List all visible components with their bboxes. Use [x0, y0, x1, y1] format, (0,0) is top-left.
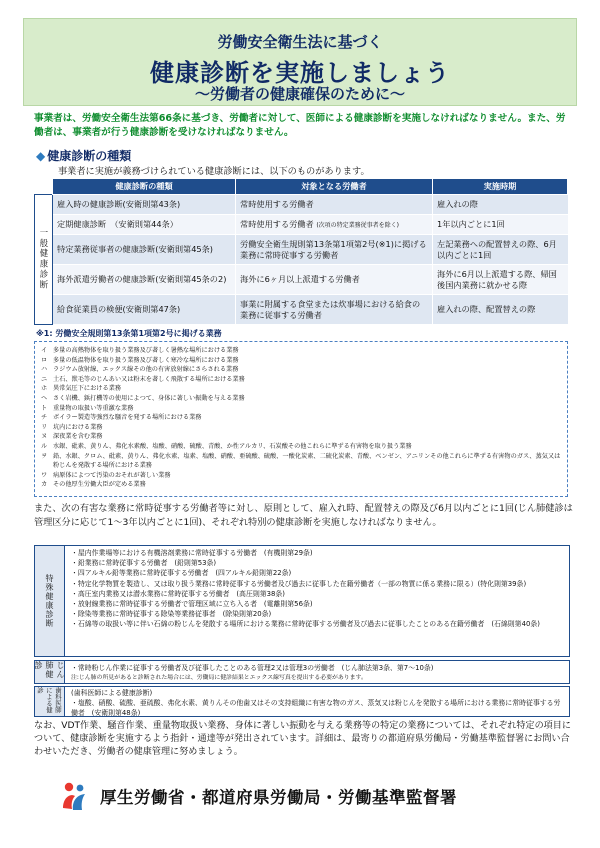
- cell-timing: 雇入れの際: [433, 195, 568, 215]
- cell-target-note: (次項の特定業務従事者を除く): [316, 221, 399, 229]
- list-item: ・常時粉じん作業に従事する労働者及び従事したことのある管理2又は管理3の労働者 (じん肺法第3条、第7〜10条): [71, 664, 434, 672]
- dental-checkup-box: [34, 686, 570, 717]
- pneumoconiosis-note: 注:じん肺の所見があると診断された場合には、労働局に健診結果とエックス線写真を提出する必要があります。: [71, 675, 367, 681]
- table-row: [35, 265, 568, 295]
- cell-type: 定期健康診断 （安衛則第44条）: [53, 215, 236, 235]
- table-header-row: [35, 179, 568, 195]
- list-item: ・屋内作業場等における有機溶剤業務に常時従事する労働者 (有機則第29条): [71, 549, 313, 557]
- table-row: [35, 215, 568, 235]
- section-title: [36, 147, 131, 164]
- list-item: ワ 病原体によつて汚染のおそれが著しい業務: [41, 471, 171, 479]
- dental-checkup-title: (歯科医師による健康診断): [71, 689, 153, 697]
- list-item: ・特定化学物質を製造し、又は取り扱う業務に常時従事する労働者及び過去に従事した在籍労働者（一部の物質に係る業務に限る）(特化則第39条): [71, 579, 527, 588]
- cell-type: 特定業務従事者の健康診断(安衛則第45条): [53, 235, 236, 265]
- list-item: ・石綿等の取扱い等に伴い石綿の粉じんを発散する場所における業務に常時従事する労働者及び過去に従事したことのある在籍労働者 (石綿則第40条): [71, 620, 540, 629]
- note-title: ※1: 労働安全規則第13条第1項第2号に掲げる業務: [36, 329, 222, 338]
- list-item: ・塩酸、硝酸、硫酸、亜硫酸、弗化水素、黄りんその他歯又はその支持組織に有害な物のガス、蒸気又は粉じんを発散する場所における業務に常時従事する労働者 (安衛則第48条): [71, 698, 561, 717]
- hazardous-work-list: [34, 341, 568, 497]
- cell-target: [236, 195, 433, 215]
- intro-text: 事業者は、労働安全衛生法第66条に基づき、労働者に対して、医師による健康診断を実施しなければなりません。また、労働者は、事業者が行う健康診断を受けなければなりません。: [34, 113, 566, 138]
- list-item: チ ボイラー製造等強烈な騒音を発する場所における業務: [41, 414, 202, 422]
- list-item: ・高圧室内業務又は潜水業務に常時従事する労働者 (高圧則第38条): [71, 589, 285, 598]
- list-item: ハ ラジウム放射線、エックス線その他の有害放射線にさらされる業務: [41, 366, 239, 374]
- cell-timing: 左記業務への配置替えの際、6月以内ごとに1回: [433, 235, 568, 265]
- closing-text: なお、VDT作業、騒音作業、重量物取扱い業務、身体に著しい振動を与える業務等の特定の業務については、それぞれ特定の項目について、健康診断を実施するよう指針・通達等が発出されています。詳細は、最寄りの都道府県労働局・労働基準監督署にお問い合わせいただき、労働者の健康管理に努めましょう。: [34, 721, 571, 757]
- header-timing: 実施時期: [433, 179, 568, 195]
- list-item: ヲ 鉛、水銀、クロム、砒素、黄りん、弗化水素、塩素、塩酸、硝酸、亜硫酸、硫酸、一酸化炭素、二硫化炭素、青酸、ベンゼン、アニリンその他これらに準ずる有害物のガス、蒸気又は粉じんを発散する場所における業務: [41, 452, 561, 470]
- cell-target: [236, 215, 433, 235]
- mhlw-logo-icon: [60, 780, 88, 812]
- list-item: ヘ さく岩機、鋲打機等の使用によつて、身体に著しい振動を与える業務: [41, 394, 245, 402]
- cell-timing: 海外に6月以上派遣する際、帰国後国内業務に就かせる際: [433, 265, 568, 295]
- special-checkup-list: [65, 546, 569, 656]
- header-target: 対象となる労働者: [236, 179, 433, 195]
- pneumoconiosis-box: [34, 660, 570, 684]
- diamond-icon: ◆: [36, 149, 46, 163]
- list-item: ロ 多量の低温物体を取り扱う業務及び著しく寒冷な場所における業務: [41, 356, 239, 364]
- pneumoconiosis-label: じん肺健診: [34, 661, 65, 679]
- list-item: ホ 異常気圧下における業務: [41, 385, 122, 393]
- footer: [60, 778, 457, 814]
- dental-checkup-label-cell: [35, 687, 65, 716]
- special-checkup-box: [34, 545, 570, 657]
- section-subtitle: 事業者に実施が義務づけられている健康診断には、以下のものがあります。: [58, 166, 370, 177]
- pneumoconiosis-body: [65, 661, 569, 683]
- table-row: [35, 295, 568, 325]
- list-item: カ その他厚生労働大臣が定める業務: [41, 481, 146, 489]
- title-line-1: 労働安全衛生法に基づく: [217, 33, 383, 51]
- health-checkup-table: [34, 178, 568, 325]
- cell-target: [236, 295, 433, 325]
- table-corner: [35, 179, 53, 195]
- special-checkup-label: 特殊健康診断: [45, 574, 54, 628]
- page-title: 健康診断を実施しましょう: [150, 59, 450, 87]
- dental-checkup-body: [65, 687, 569, 716]
- cell-target-text: 労働安全衛生規則第13条第1項第2号(※1)に掲げる業務に常時従事する労働者: [240, 238, 427, 260]
- cell-target: [236, 265, 433, 295]
- list-item: ヌ 深夜業を含む業務: [41, 433, 103, 441]
- list-item: リ 坑内における業務: [41, 423, 103, 431]
- cell-target: [236, 235, 433, 265]
- cell-timing: 1年以内ごとに1回: [433, 215, 568, 235]
- list-item: ・四アルキル鉛等業務に常時従事する労働者 (四アルキル鉛則第22条): [71, 569, 292, 578]
- list-item: ・除染等業務に常時従事する除染等業務従事者 (除染則第20条): [71, 610, 272, 619]
- cell-type: 海外派遣労働者の健康診断(安衛則第45条の2): [53, 265, 236, 295]
- list-item: ル 水銀、砒素、黄りん、弗化水素酸、塩酸、硝酸、硫酸、青酸、か性アルカリ、石炭酸その他これらに準ずる有害物を取り扱う業務: [41, 442, 412, 450]
- footer-org-names: 厚生労働省・都道府県労働局・労働基準監督署: [100, 788, 457, 807]
- special-checkup-label-cell: [35, 546, 65, 656]
- table-row: [35, 195, 568, 215]
- special-checkup-intro: また、次の有害な業務に常時従事する労働者等に対し、原則として、雇入れ時、配置替えの際及び6月以内ごとに1回(じん肺健診は管理区分に応じて1〜3年以内ごとに1回)、それぞれ特別の健康診断を実施しなければなりません。: [34, 503, 573, 528]
- pneumoconiosis-label-cell: [35, 661, 65, 683]
- table-row: [35, 235, 568, 265]
- list-item: ・放射線業務に常時従事する労働者で管理区域に立ち入る者 (電離則第56条): [71, 600, 313, 609]
- cell-target-text: 常時使用する労働者: [240, 218, 314, 229]
- cell-type: 雇入時の健康診断(安衛則第43条): [53, 195, 236, 215]
- list-item: イ 多量の高熱物体を取り扱う業務及び著しく暑熱な場所における業務: [41, 347, 239, 354]
- general-checkup-label: 一般健康診断: [35, 195, 53, 325]
- list-item: ・鉛業務に常時従事する労働者 (鉛則第53条): [71, 559, 217, 568]
- cell-target-text: 事業に附属する食堂または炊事場における給食の業務に従事する労働者: [240, 298, 421, 320]
- cell-target-text: 常時使用する労働者: [240, 199, 314, 209]
- title-line-3: 〜労働者の健康確保のために〜: [194, 85, 405, 103]
- cell-target-text: 海外に6ヶ月以上派遣する労働者: [240, 274, 360, 284]
- cell-timing: 雇入れの際、配置替えの際: [433, 295, 568, 325]
- dental-checkup-label: 歯科医師による健診: [36, 687, 62, 713]
- header-type: 健康診断の種類: [53, 179, 236, 195]
- list-item: ト 重量物の取扱い等重激な業務: [41, 404, 134, 412]
- list-item: ニ 土石、獣毛等のじんあい又は粉末を著しく飛散する場所における業務: [41, 375, 245, 383]
- title-banner: [23, 18, 577, 106]
- cell-type: 給食従業員の検便(安衛則第47条): [53, 295, 236, 325]
- section-title-text: 健康診断の種類: [47, 149, 132, 163]
